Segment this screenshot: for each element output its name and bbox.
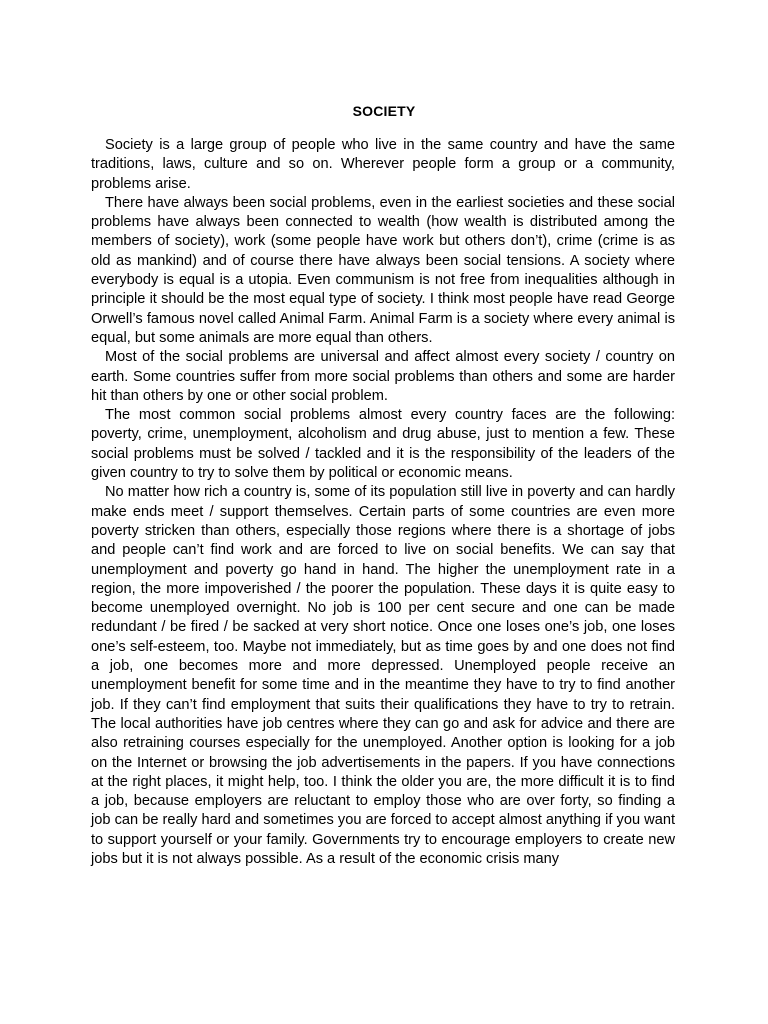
paragraph-2: There have always been social problems, even in the earliest societies and these social problems have always been connected to wealth (how wealth is distributed among the members of society), work (some people have work but others don’t), crime (crime is as old as mankind) and of course there have always been social tensions. A society where everybody is equal is a utopia. Even communism is not free from inequalities although in principle it should be the most equal type of society. I think most people have read George Orwell’s famous novel called Animal Farm. Animal Farm is a society where every animal is equal, but some animals are more equal than others. [91, 194, 675, 346]
paragraph-4: The most common social problems almost every country faces are the following: poverty, crime, unemployment, alcoholism and drug abuse, just to mention a few. These social problems must be solved / tackled and it is the responsibility of the leaders of the given country to try to solve them by political or economic means. [91, 407, 675, 482]
paragraph-3: Most of the social problems are universal and affect almost every society / country on earth. Some countries suffer from more social problems than others and some are harder hit than others by one or other social problem. [91, 349, 675, 404]
paragraph-1: Society is a large group of people who live in the same country and have the same traditions, laws, culture and so on. Wherever people form a group or a community, problems arise. [91, 137, 675, 192]
document-title: SOCIETY [352, 103, 416, 119]
paragraph-5: No matter how rich a country is, some of its population still live in poverty and can hardly make ends meet / support themselves. Certain parts of some countries are even more poverty stricken than others, especially those regions where there is a shortage of jobs and people can’t find work and are forced to live on social benefits. We can say that unemployment and poverty go hand in hand. The higher the unemployment rate in a region, the more impoverished / the poorer the population. These days it is quite easy to become unemployed overnight. No job is 100 per cent secure and one can be made redundant / be fired / be sacked at very short notice. Once one loses one’s job, one loses one’s self-esteem, too. Maybe not immediately, but as time goes by and one does not find a job, one becomes more and more depressed. Unemployed people receive an unemployment benefit for some time and in the meantime they have to try to find another job. If they can’t find employment that suits their qualifications they have to try to retrain. The local authorities have job centres where they can go and ask for advice and there are also retraining courses especially for the unemployed. Another option is looking for a job on the Internet or browsing the job advertisements in the papers. If you have connections at the right places, it might help, too. I think the older you are, the more difficult it is to find a job, because employers are reluctant to employ those who are over forty, so finding a job can be really hard and sometimes you are forced to accept almost anything if you want to support yourself or your family. Governments try to encourage employers to create new jobs but it is not always possible. As a result of the economic crisis many [91, 484, 675, 867]
document-body [91, 136, 675, 869]
